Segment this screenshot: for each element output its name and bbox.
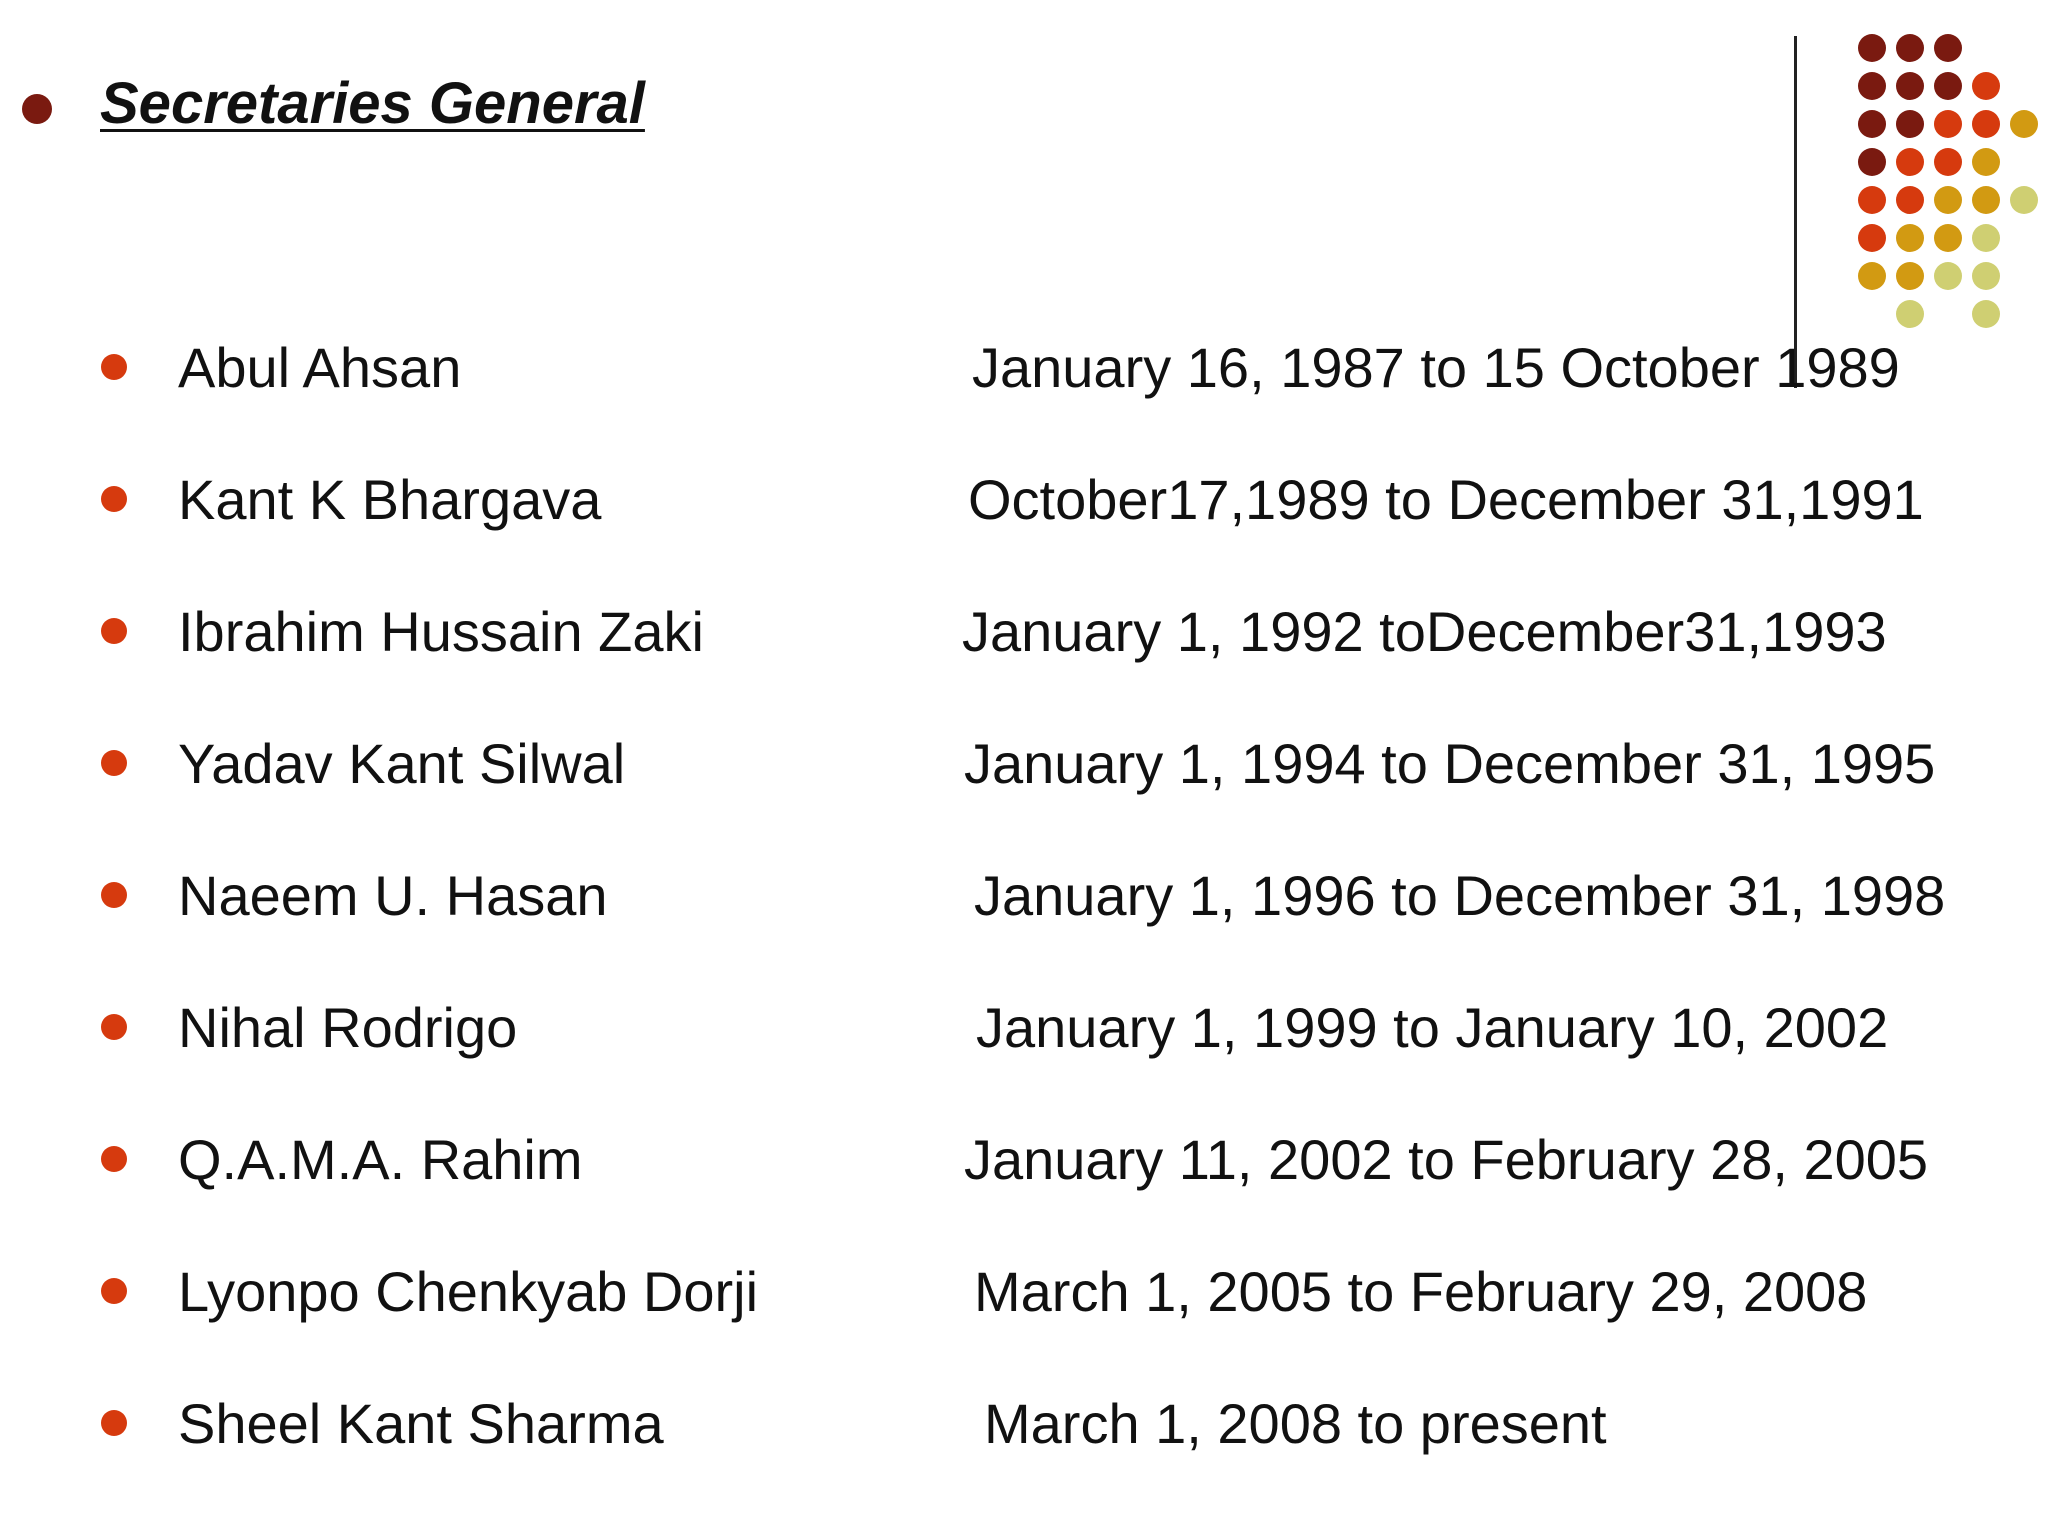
secretary-term: March 1, 2008 to present	[984, 1392, 1607, 1455]
list-item	[0, 724, 2048, 804]
secretary-name: Abul Ahsan	[178, 336, 462, 399]
bullet-icon	[101, 486, 127, 512]
secretary-term: March 1, 2005 to February 29, 2008	[974, 1260, 1868, 1323]
decorative-dot	[1934, 110, 1962, 138]
decorative-dot	[1972, 300, 2000, 328]
bullet-icon	[101, 1278, 127, 1304]
decorative-dot	[1896, 148, 1924, 176]
list-item	[0, 988, 2048, 1068]
secretary-term: January 16, 1987 to 15 October 1989	[972, 336, 1900, 399]
decorative-dot	[1972, 148, 2000, 176]
list-item	[0, 856, 2048, 936]
decorative-dot	[1858, 224, 1886, 252]
secretary-name: Sheel Kant Sharma	[178, 1392, 664, 1455]
decorative-dot	[1972, 110, 2000, 138]
decorative-dot	[1972, 224, 2000, 252]
decorative-dot	[1934, 34, 1962, 62]
decorative-dot	[1858, 186, 1886, 214]
decorative-dot	[1858, 34, 1886, 62]
bullet-icon	[101, 618, 127, 644]
decorative-dot	[1858, 72, 1886, 100]
heading-bullet-icon	[22, 94, 52, 124]
secretary-term: October17,1989 to December 31,1991	[968, 468, 1924, 531]
bullet-icon	[101, 750, 127, 776]
secretary-name: Q.A.M.A. Rahim	[178, 1128, 583, 1191]
secretary-name: Lyonpo Chenkyab Dorji	[178, 1260, 759, 1323]
list-item	[0, 328, 2048, 408]
secretary-term: January 1, 1999 to January 10, 2002	[976, 996, 1889, 1059]
decorative-dot	[1858, 262, 1886, 290]
decorative-dot	[1934, 186, 1962, 214]
decorative-dot	[1934, 224, 1962, 252]
decorative-dot	[1934, 148, 1962, 176]
decorative-dot	[1972, 72, 2000, 100]
list-item	[0, 1120, 2048, 1200]
secretary-term: January 11, 2002 to February 28, 2005	[964, 1128, 1929, 1191]
bullet-icon	[101, 1014, 127, 1040]
bullet-icon	[101, 1146, 127, 1172]
decorative-dot	[1896, 110, 1924, 138]
decorative-dot	[2010, 110, 2038, 138]
decorative-dot	[1972, 186, 2000, 214]
decorative-dot	[1896, 300, 1924, 328]
list-item	[0, 592, 2048, 672]
decorative-dot	[1896, 186, 1924, 214]
secretary-name: Ibrahim Hussain Zaki	[178, 600, 704, 663]
decorative-dot	[1972, 262, 2000, 290]
secretary-term: January 1, 1992 toDecember31,1993	[962, 600, 1887, 663]
list-item	[0, 460, 2048, 540]
secretary-name: Naeem U. Hasan	[178, 864, 608, 927]
decorative-dot	[1896, 34, 1924, 62]
decorative-dot	[1934, 72, 1962, 100]
bullet-icon	[101, 354, 127, 380]
decorative-dot	[2010, 186, 2038, 214]
secretary-name: Nihal Rodrigo	[178, 996, 518, 1059]
list-item	[0, 1252, 2048, 1332]
decorative-dot-grid	[0, 0, 2048, 340]
bullet-icon	[101, 1410, 127, 1436]
decorative-dot	[1896, 224, 1924, 252]
decorative-dot	[1934, 262, 1962, 290]
decorative-dot	[1858, 148, 1886, 176]
bullet-icon	[101, 882, 127, 908]
decorative-dot	[1858, 110, 1886, 138]
secretary-name: Kant K Bhargava	[178, 468, 602, 531]
decorative-dot	[1896, 262, 1924, 290]
secretary-term: January 1, 1994 to December 31, 1995	[964, 732, 1936, 795]
slide-title: Secretaries General	[100, 71, 645, 136]
list-item	[0, 1384, 2048, 1464]
secretary-name: Yadav Kant Silwal	[178, 732, 626, 795]
decorative-dot	[1896, 72, 1924, 100]
secretary-term: January 1, 1996 to December 31, 1998	[974, 864, 1946, 927]
